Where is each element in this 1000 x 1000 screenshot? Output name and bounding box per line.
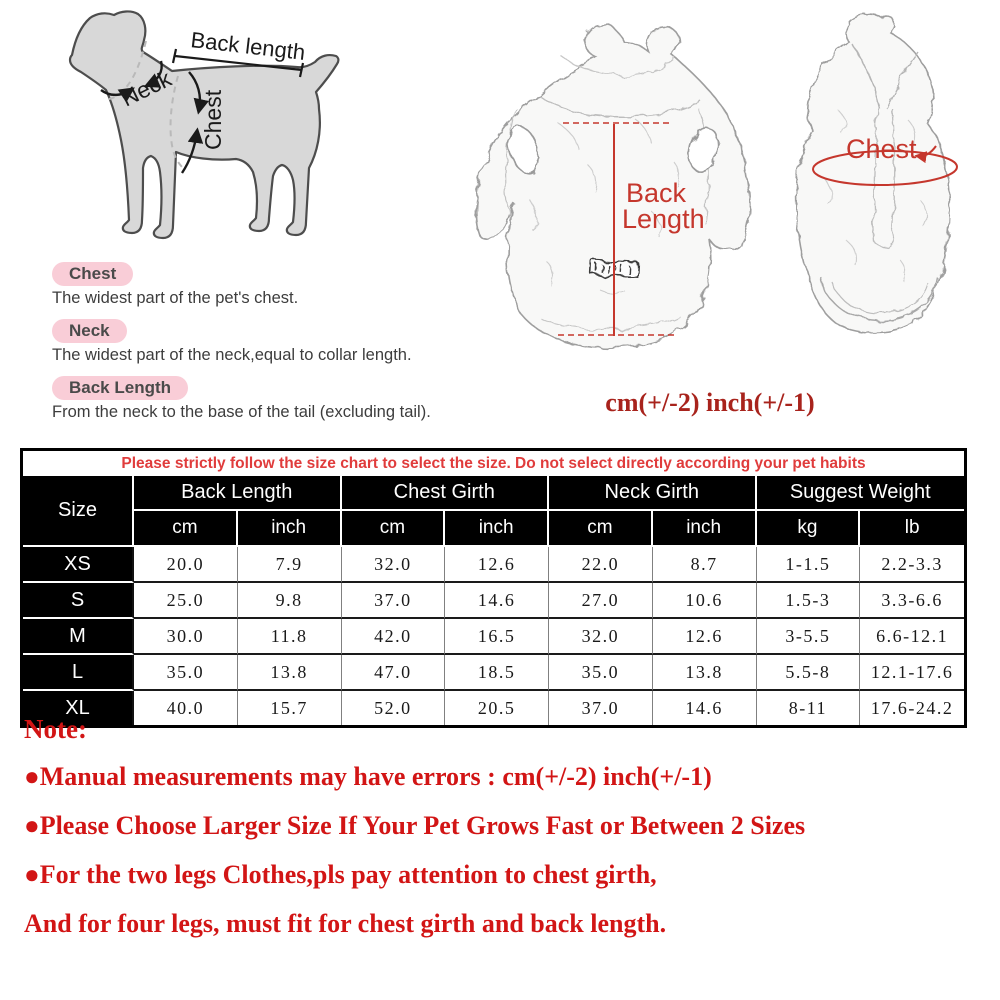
- note-item: ●For the two legs Clothes,pls pay attention to chest girth,: [24, 860, 657, 889]
- unit-header: inch: [653, 511, 757, 547]
- size-cell: XL: [23, 691, 134, 725]
- chest-label: Chest: [200, 89, 226, 150]
- value-cell: 22.0: [549, 547, 653, 583]
- table-row: [23, 547, 964, 583]
- value-cell: 5.5-8: [757, 655, 861, 691]
- table-row: [23, 655, 964, 691]
- back-length-label: Back length: [189, 27, 307, 65]
- note-item: ●Please Choose Larger Size If Your Pet Grows Fast or Between 2 Sizes: [24, 811, 806, 840]
- value-cell: 40.0: [134, 691, 238, 725]
- value-cell: 37.0: [342, 583, 446, 619]
- chest-girth-group-header: Chest Girth: [342, 476, 550, 511]
- table-row: [23, 583, 964, 619]
- value-cell: 37.0: [549, 691, 653, 725]
- value-cell: 47.0: [342, 655, 446, 691]
- unit-header: cm: [134, 511, 238, 547]
- value-cell: 9.8: [238, 583, 342, 619]
- definitions-list: [52, 262, 492, 433]
- unit-header: inch: [238, 511, 342, 547]
- photo-back-length-line2: Length: [622, 204, 705, 234]
- neck-label: Neck: [116, 65, 176, 112]
- garment-front-outline: [796, 14, 950, 333]
- value-cell: 14.6: [653, 691, 757, 725]
- value-cell: 1.5-3: [757, 583, 861, 619]
- chest-description: The widest part of the pet's chest.: [52, 289, 299, 307]
- unit-header: cm: [342, 511, 446, 547]
- size-cell: M: [23, 619, 134, 655]
- value-cell: 6.6-12.1: [860, 619, 964, 655]
- value-cell: 52.0: [342, 691, 446, 725]
- size-table: [20, 448, 967, 728]
- value-cell: 32.0: [549, 619, 653, 655]
- neck-pill: Neck: [52, 319, 127, 343]
- size-cell: S: [23, 583, 134, 619]
- back-length-description: From the neck to the base of the tail (excluding tail).: [52, 403, 431, 421]
- neck-girth-group-header: Neck Girth: [549, 476, 757, 511]
- notes-section: [24, 714, 984, 959]
- table-row: [23, 619, 964, 655]
- value-cell: 20.5: [445, 691, 549, 725]
- definition-neck: [52, 319, 492, 365]
- neck-description: The widest part of the neck,equal to collar length.: [52, 346, 412, 364]
- value-cell: 10.6: [653, 583, 757, 619]
- note-title: Note:: [24, 714, 87, 744]
- value-cell: 12.1-17.6: [860, 655, 964, 691]
- value-cell: 25.0: [134, 583, 238, 619]
- chest-pill: Chest: [52, 262, 133, 286]
- note-item: ●Manual measurements may have errors : cm(+/-2) inch(+/-1): [24, 762, 712, 791]
- back-length-pill: Back Length: [52, 376, 188, 400]
- value-cell: 42.0: [342, 619, 446, 655]
- value-cell: 12.6: [653, 619, 757, 655]
- size-table-body: [23, 547, 964, 725]
- value-cell: 32.0: [342, 547, 446, 583]
- photo-chest-label: Chest: [846, 134, 917, 164]
- value-cell: 7.9: [238, 547, 342, 583]
- definition-back-length: [52, 376, 492, 422]
- value-cell: 13.8: [653, 655, 757, 691]
- value-cell: 1-1.5: [757, 547, 861, 583]
- note-item: And for four legs, must fit for chest girth and back length.: [24, 909, 667, 938]
- value-cell: 15.7: [238, 691, 342, 725]
- tolerance-note: cm(+/-2) inch(+/-1): [605, 388, 815, 417]
- value-cell: 3.3-6.6: [860, 583, 964, 619]
- value-cell: 35.0: [549, 655, 653, 691]
- suggest-weight-group-header: Suggest Weight: [757, 476, 965, 511]
- definition-chest: [52, 262, 492, 308]
- dog-diagram: [70, 11, 338, 238]
- table-warning-text: Please strictly follow the size chart to select the size. Do not select directly according your pet habits: [23, 451, 964, 476]
- value-cell: 17.6-24.2: [860, 691, 964, 725]
- warning-row: [23, 451, 964, 476]
- size-cell: L: [23, 655, 134, 691]
- value-cell: 14.6: [445, 583, 549, 619]
- unit-header: cm: [549, 511, 653, 547]
- value-cell: 20.0: [134, 547, 238, 583]
- value-cell: 35.0: [134, 655, 238, 691]
- value-cell: 3-5.5: [757, 619, 861, 655]
- unit-header: inch: [445, 511, 549, 547]
- value-cell: 30.0: [134, 619, 238, 655]
- group-header-row: [23, 476, 964, 511]
- value-cell: 18.5: [445, 655, 549, 691]
- size-column-header: Size: [23, 476, 134, 547]
- value-cell: 16.5: [445, 619, 549, 655]
- photo-back-length-line1: Back: [626, 178, 687, 208]
- size-cell: XS: [23, 547, 134, 583]
- unit-header: kg: [757, 511, 861, 547]
- value-cell: 8-11: [757, 691, 861, 725]
- back-length-group-header: Back Length: [134, 476, 342, 511]
- product-photo-front: [796, 14, 950, 333]
- value-cell: 12.6: [445, 547, 549, 583]
- value-cell: 2.2-3.3: [860, 547, 964, 583]
- unit-header-row: [23, 511, 964, 547]
- unit-header: lb: [860, 511, 964, 547]
- value-cell: 13.8: [238, 655, 342, 691]
- value-cell: 11.8: [238, 619, 342, 655]
- value-cell: 8.7: [653, 547, 757, 583]
- value-cell: 27.0: [549, 583, 653, 619]
